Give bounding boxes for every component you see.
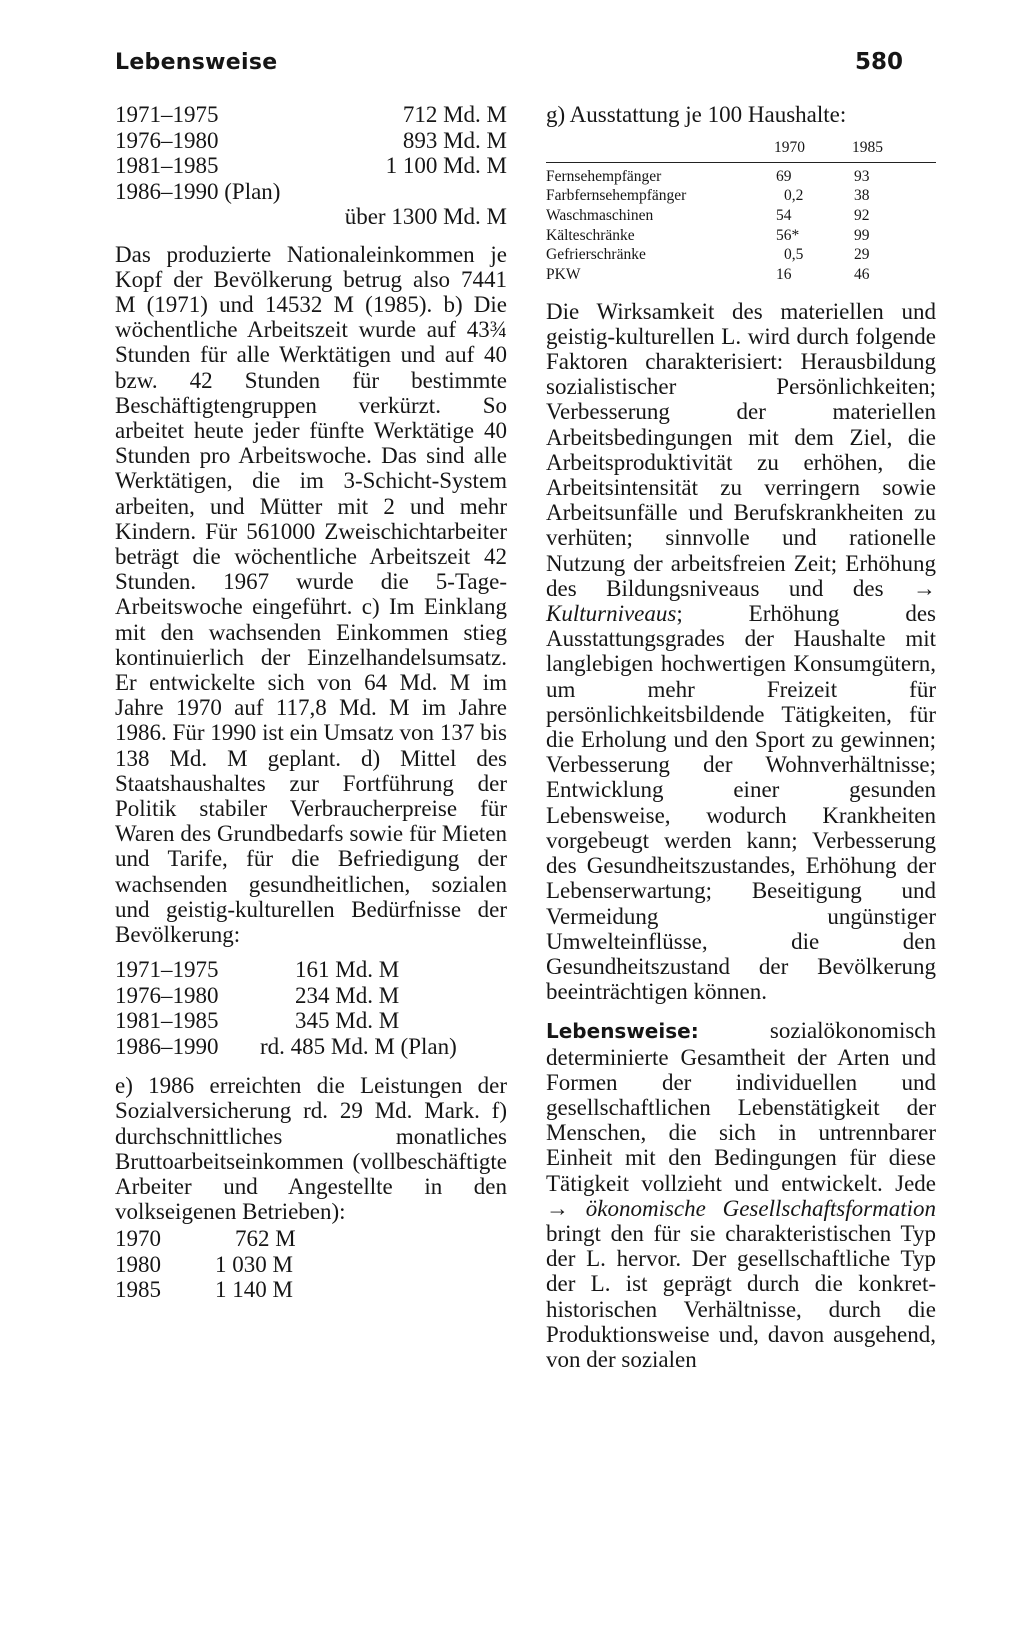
- dictionary-entry: Lebensweise: sozialökonomisch determinierte Gesamtheit der Arten und Formen der individuellen und gesellschaftlichen Lebenstätigkeit der Menschen, die sich in untrennbarer Einheit mit den Bedingungen für diese Tätigkeit vollzieht und entwickelt. Jede → ökonomische Gesellschaftsformation bringt den für sie charakteristischen Typ der L. hervor. Der gesellschaftliche Typ der L. ist geprägt durch die konkret-historischen Verhältnisse, durch die Produktionsweise und, davon ausgehend, von der sozialen: [546, 1018, 936, 1372]
- national-income-table: [115, 102, 507, 230]
- paragraph: Die Wirksamkeit des materiellen und geistig-kulturellen L. wird durch folgende Faktoren charakterisiert: Herausbildung sozialistischer Persönlichkeiten; Verbesserung der materiellen Arbeitsbedingungen mit dem Ziel, die Arbeitsproduktivität zu erhöhen, die Arbeitsintensität zu verringern sowie Arbeitsunfälle und Berufskrankheiten zu verhüten; sinnvolle und rationelle Nutzung der arbeitsfreien Zeit; Erhöhung des Bildungsniveaus und des → Kulturniveaus; Erhöhung des Ausstattungsgrades der Haushalte mit langlebigen hochwertigen Konsumgütern, um mehr Freizeit für persönlichkeitsbildende Tätigkeiten, für die Erholung und den Sport zu gewinnen; Verbesserung der Wohnverhältnisse; Entwicklung einer gesunden Lebensweise, wodurch Krankheiten vorgebeugt werden kann; Verbesserung des Gesundheitszustandes, Erhöhung der Lebenserwartung; Beseitigung und Vermeidung ungünstiger Umwelteinflüsse, die den Gesundheitszustand der Bevölkerung beeinträchtigen können.: [546, 298, 936, 1005]
- section-heading: g) Ausstattung je 100 Haushalte:: [546, 102, 847, 127]
- table-row: 1986–1990 (Plan): [115, 178, 281, 204]
- table-row: über 1300 Md. M: [344, 204, 507, 229]
- table-row: Fernsehempfänger 69 93: [546, 167, 870, 185]
- table-row: 1976–1980 234 Md. M: [115, 982, 400, 1008]
- running-head-title: Lebensweise: [115, 50, 278, 75]
- table-row: Kälteschränke 56* 99: [546, 226, 870, 244]
- table-row: 1986–1990 rd. 485 Md. M (Plan): [115, 1033, 457, 1059]
- table-row: 1981–1985 1 100 Md. M: [115, 153, 507, 178]
- table-row: 1980 1 030 M: [115, 1251, 293, 1277]
- table-header: 1970 1985: [774, 138, 883, 156]
- entry-term: Lebensweise:: [546, 1019, 699, 1044]
- table-row: Waschmaschinen 54 92: [546, 206, 870, 224]
- table-row: Gefrierschränke 0,5 29: [546, 246, 870, 264]
- table-row: 1981–1985 345 Md. M: [115, 1008, 400, 1034]
- page-number: 580: [855, 49, 904, 75]
- table-row: 1985 1 140 M: [115, 1277, 293, 1303]
- cross-reference-link[interactable]: Kulturniveaus: [546, 601, 677, 627]
- table-row: 1976–1980 893 Md. M: [115, 127, 507, 153]
- table-row: 1971–1975 712 Md. M: [115, 102, 507, 127]
- paragraph: e) 1986 erreichten die Leistungen der Sozialversicherung rd. 29 Md. Mark. f) durchschnittliches monatliches Bruttoarbeitseinkommen (vollbeschäftigte Arbeiter und Angestellte in den volkseigenen Betrieben):: [115, 1073, 507, 1225]
- table-row: PKW 16 46: [546, 265, 870, 283]
- table-row: Farbfernsehempfänger 0,2 38: [546, 187, 870, 205]
- table-row: 1971–1975 161 Md. M: [115, 957, 400, 983]
- right-column: [546, 102, 936, 1372]
- household-equipment-table: [546, 136, 936, 285]
- income-table: [115, 1226, 507, 1303]
- state-budget-table: [115, 957, 507, 1059]
- table-rule: [546, 162, 936, 163]
- table-row: 1970 762 M: [115, 1226, 296, 1252]
- paragraph: Das produzierte Nationaleinkommen je Kopf der Bevölkerung betrug also 7441 M (1971) und 14532 M (1985). b) Die wöchentliche Arbeitszeit wurde auf 43¾ Stunden für alle Werktätigen und auf 40 bzw. 42 Stunden für bestimmte Beschäftigtengruppen verkürzt. So arbeitet heute jeder fünfte Werktätige 40 Stunden pro Arbeitswoche. Das sind alle Werktätigen, die im 3-Schicht-System arbeiten, und Mütter mit 2 und mehr Kindern. Für 561000 Zweischichtarbeiter beträgt die wöchentliche Arbeitszeit 42 Stunden. 1967 wurde die 5-Tage-Arbeitswoche eingeführt. c) Im Einklang mit den wachsenden Einkommen stieg kontinuierlich der Einzelhandelsumsatz. Er entwickelte sich von 64 Md. M im Jahre 1970 auf 117,8 Md. M im Jahre 1986. Für 1990 ist ein Umsatz von 137 bis 138 Md. M geplant. d) Mittel des Staatshaushaltes zur Fortführung der Politik stabiler Verbraucherpreise für Waren des Grundbedarfs sowie für Mieten und Tarife, für die Befriedigung der wachsenden gesundheitlichen, sozialen und geistig-kulturellen Bedürfnisse der Bevölkerung:: [115, 241, 507, 947]
- cross-reference-link[interactable]: ökonomische Gesellschaftsformation: [585, 1195, 936, 1221]
- left-column: [115, 102, 507, 1303]
